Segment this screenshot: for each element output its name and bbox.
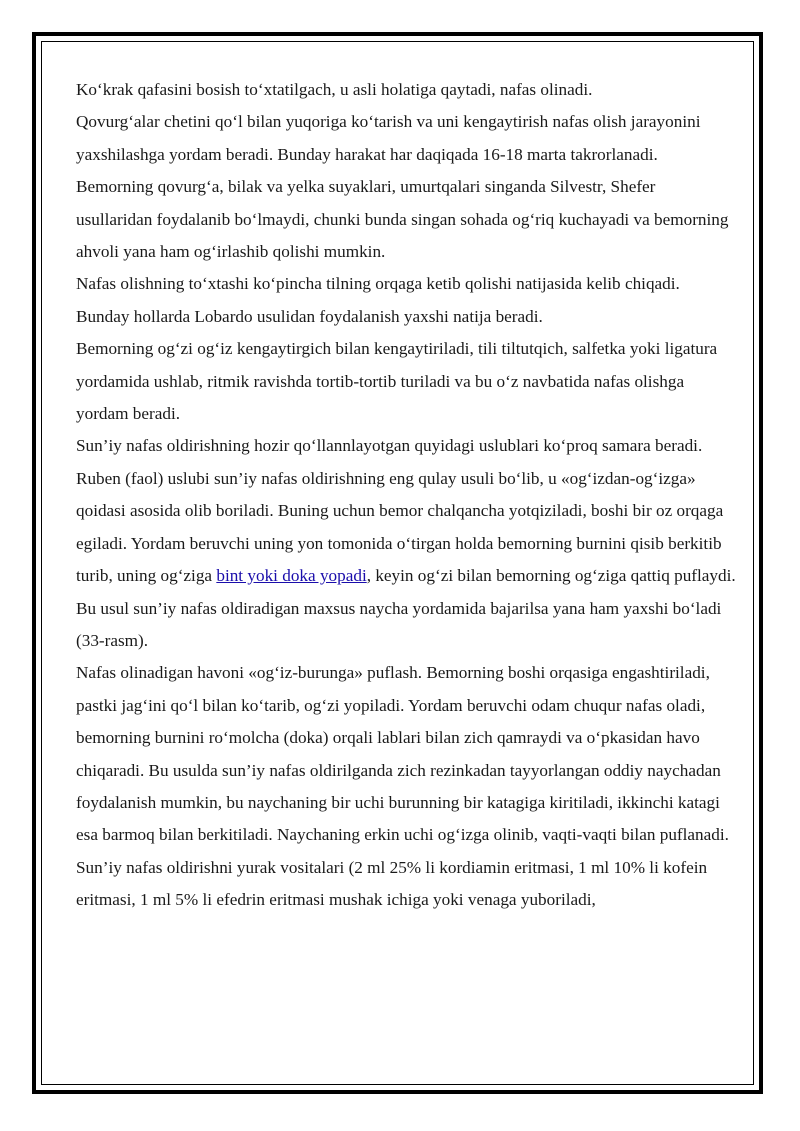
paragraph-2: Qovurg‘alar chetini qo‘l bilan yuqoriga ko‘tarish va uni kengaytirish nafas olish jarayonini yaxshilashga yordam beradi. Bunday harakat har daqiqada 16-18 marta takrorlanadi. [76,112,701,164]
paragraph-6: Sun’iy nafas oldirishning hozir qo‘llannlayotgan quyidagi uslublari ko‘proq samara beradi. [76,436,703,456]
document-body [76,74,736,917]
paragraph-7 [76,463,736,657]
paragraph-5: Bemorning og‘zi og‘iz kengaytirgich bilan kengaytiriladi, tili tiltutqich, salfetka yoki ligatura yordamida ushlab, ritmik ravishda tortib-tortib turiladi va bu o‘z navbatida nafas olishga yordam beradi. [76,339,718,424]
bint-doka-link[interactable]: bint yoki doka yopadi [216,566,367,586]
paragraph-7-text-before: Ruben (faol) uslubi sun’iy nafas oldirishning eng qulay usuli bo‘lib, u «og‘izdan-og‘izga» qoidasi asosida olib boriladi. Buning uchun bemor chalqancha yotqiziladi, boshi bir oz orqaga egiladi. Yordam beruvchi uning yon tomonida o‘tirgan holda bemorning burnini qisib berkitib turib, uning og‘ziga [76,468,724,586]
paragraph-9: Sun’iy nafas oldirishni yurak vositalari (2 ml 25% li kordiamin eritmasi, 1 ml 10% li kofein eritmasi, 1 ml 5% li efedrin eritmasi mushak ichiga yoki venaga yuboriladi, [76,857,708,910]
paragraph-7-text-after: , keyin og‘zi bilan bemorning og‘ziga qattiq puflaydi. Bu usul sun’iy nafas oldiradigan maxsus naycha yordamida bajarilsa yana ham yaxshi bo‘ladi (33-rasm). [76,566,736,650]
paragraph-3: Bemorning qovurg‘a, bilak va yelka suyaklari, umurtqalari singanda Silvestr, Shefer usullaridan foydalanib bo‘lmaydi, chunki bunda singan sohada og‘riq kuchayadi va bemorning ahvoli yana ham og‘irlashib qolishi mumkin. [76,177,729,262]
paragraph-8: Nafas olinadigan havoni «og‘iz-burunga» puflash. Bemorning boshi orqasiga engashtiriladi, pastki jag‘ini qo‘l bilan ko‘tarib, og‘zi yopiladi. Yordam beruvchi odam chuqur nafas oladi, bemorning burnini ro‘molcha (doka) orqali lablari bilan zich qamraydi va o‘pkasidan havo chiqaradi. Bu usulda sun’iy nafas oldirilganda zich rezinkadan tayyorlangan oddiy naychadan foydalanish mumkin, bu naychaning bir uchi burunning bir katagiga kiritiladi, ikkinchi katagi esa barmoq bilan berkitiladi. Naychaning erkin uchi og‘izga olinib, vaqti-vaqti bilan puflanadi. [76,663,729,845]
paragraph-1: Ko‘krak qafasini bosish to‘xtatilgach, u asli holatiga qaytadi, nafas olinadi. [76,80,593,99]
paragraph-4: Nafas olishning to‘xtashi ko‘pincha tilning orqaga ketib qolishi natijasida kelib chiqadi. Bunday hollarda Lobardo usulidan foydalanish yaxshi natija beradi. [76,274,680,326]
